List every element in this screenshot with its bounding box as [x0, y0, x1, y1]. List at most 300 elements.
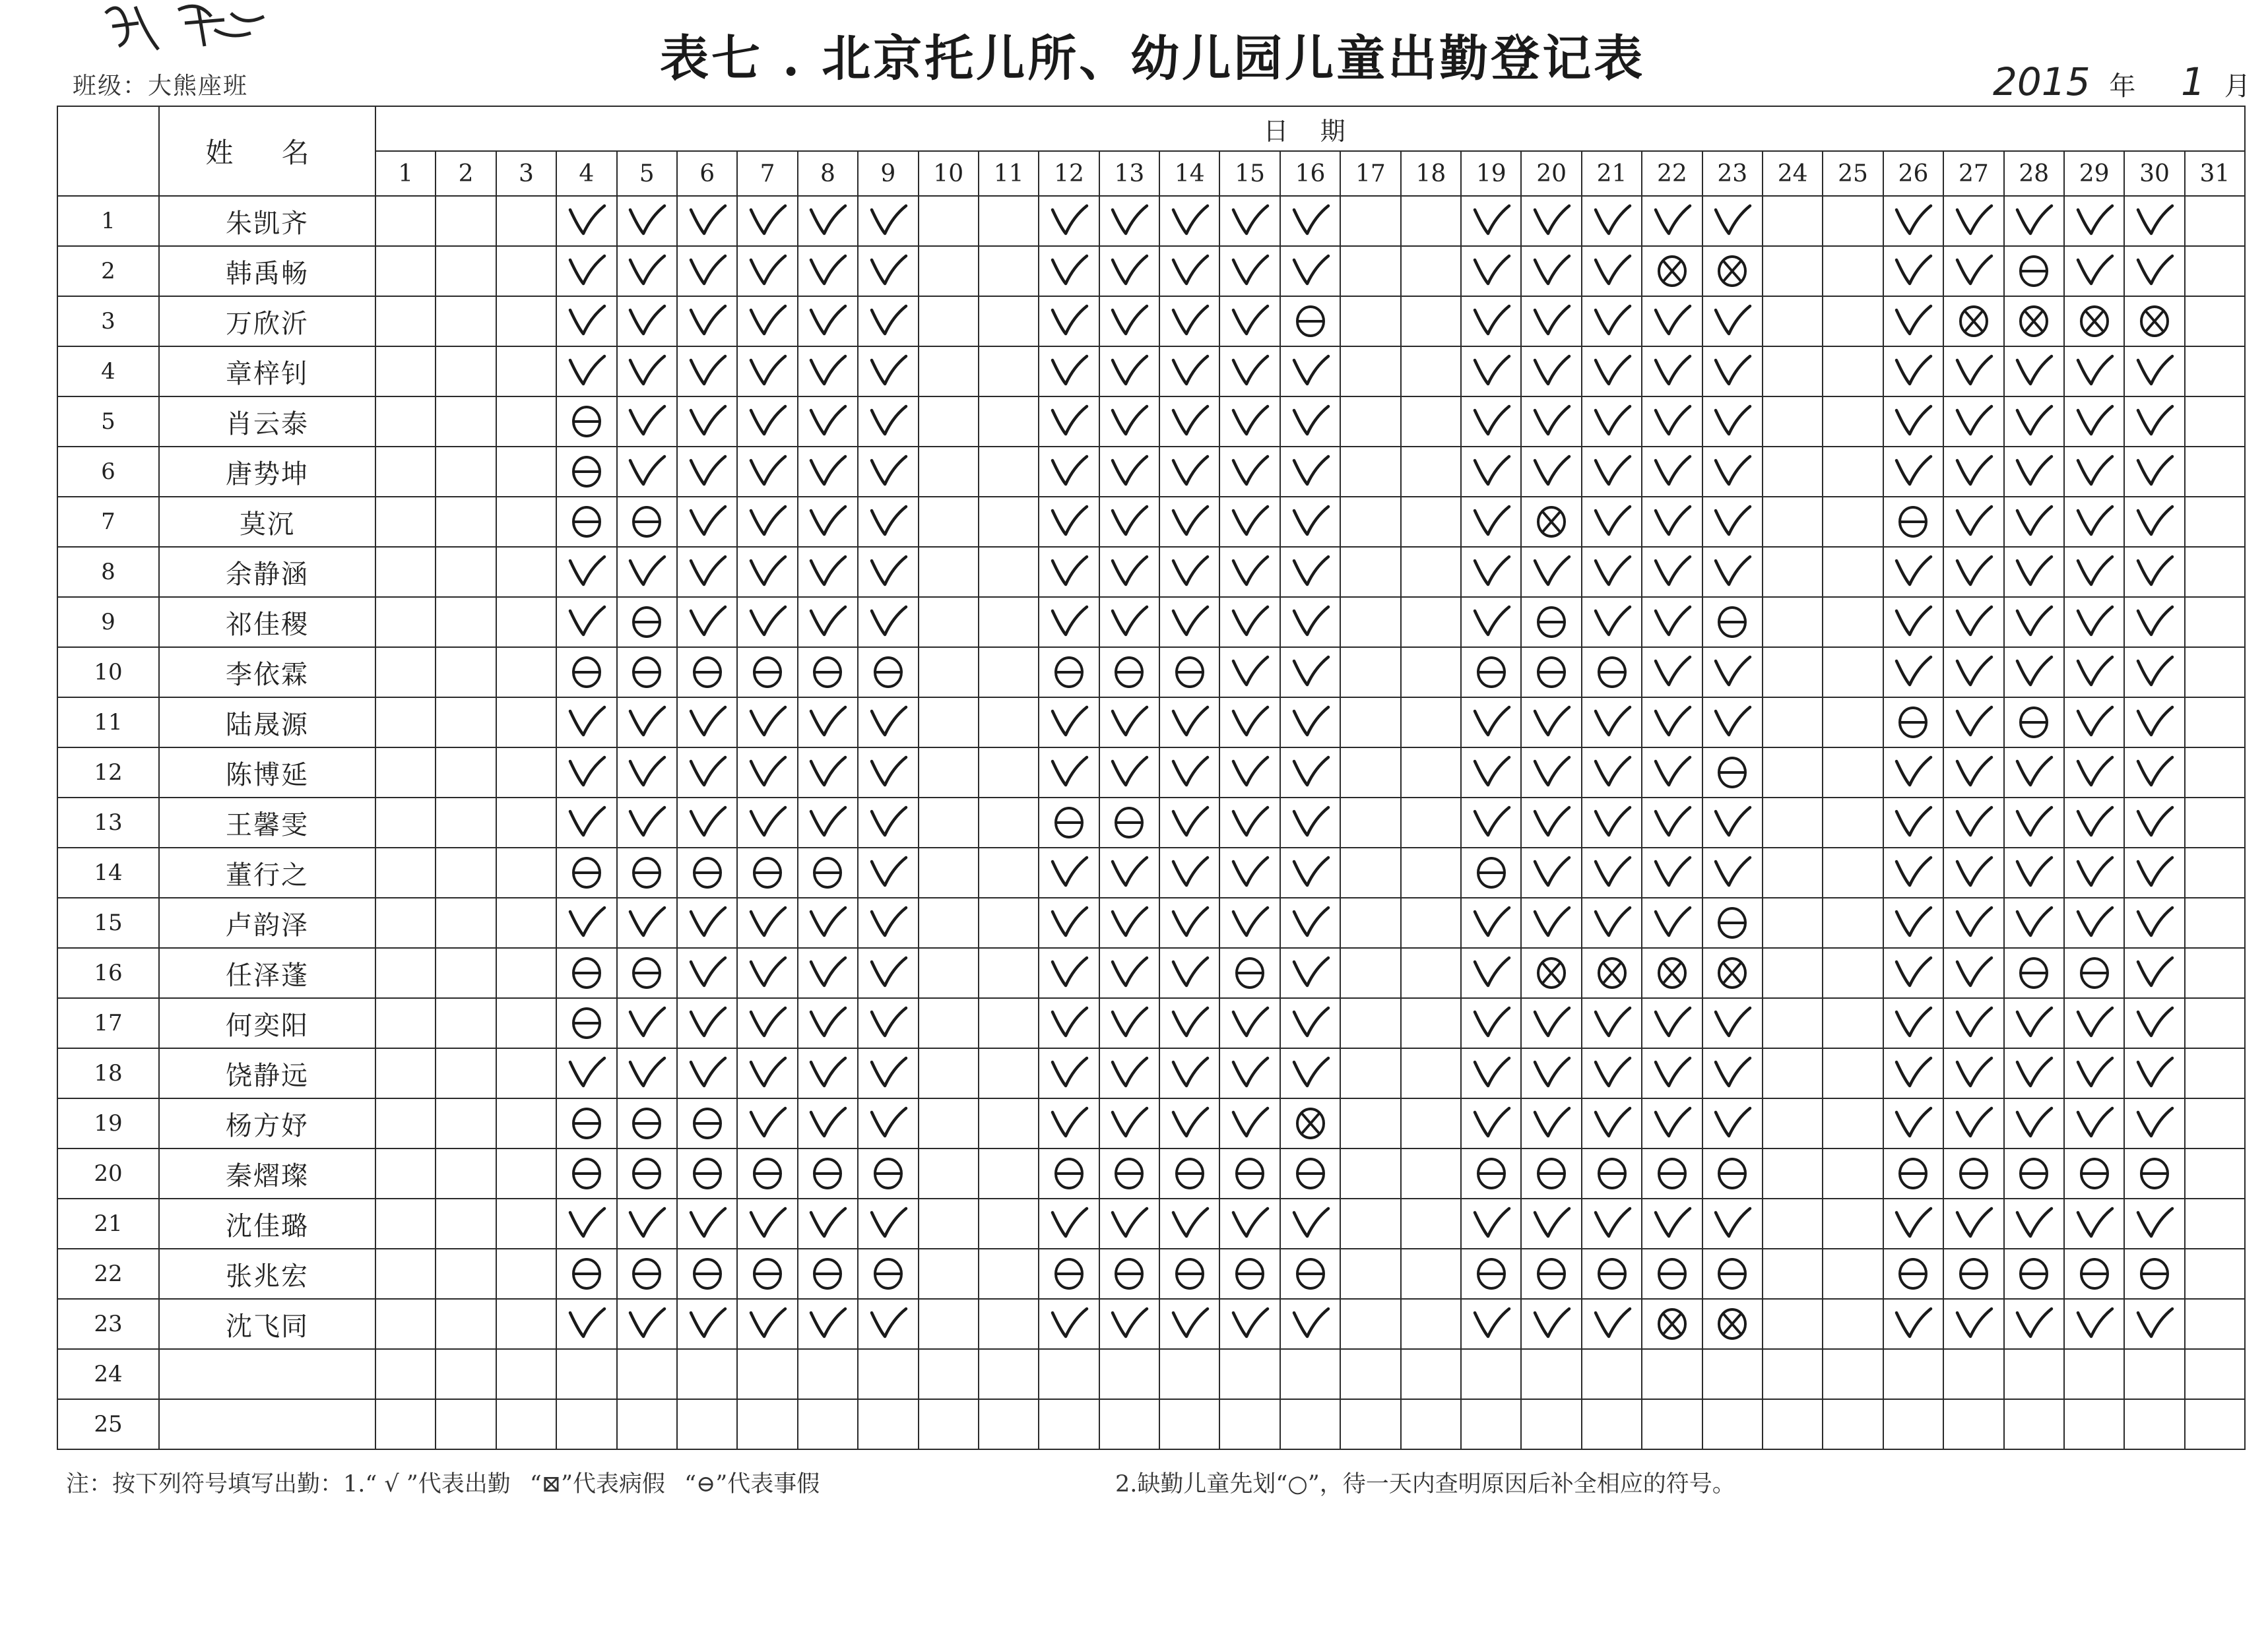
check-mark-icon [2073, 1203, 2116, 1244]
check-mark-icon [2073, 652, 2116, 693]
check-mark-icon [1952, 251, 1995, 292]
check-mark-icon [1952, 1203, 1995, 1244]
check-mark-icon [1107, 1103, 1151, 1144]
attendance-cell [1219, 798, 1280, 848]
check-mark-icon [1228, 501, 1272, 542]
personal-leave-icon [565, 652, 608, 693]
day-header: 25 [1823, 151, 1883, 196]
check-mark-icon [565, 251, 608, 292]
check-mark-icon [1470, 1053, 1513, 1094]
attendance-cell [2004, 647, 2064, 697]
attendance-cell [1642, 547, 1702, 597]
check-mark-icon [1952, 1304, 1995, 1344]
attendance-cell [2064, 246, 2124, 296]
attendance-cell [556, 798, 616, 848]
attendance-cell [979, 396, 1039, 447]
attendance-cell [1039, 1148, 1099, 1199]
row-number: 10 [57, 647, 159, 697]
attendance-cell [1521, 497, 1581, 547]
attendance-cell [2185, 747, 2245, 798]
attendance-cell [1099, 497, 1159, 547]
attendance-cell [1280, 246, 1340, 296]
attendance-cell [1219, 848, 1280, 898]
attendance-cell [1340, 547, 1400, 597]
attendance-cell [1642, 497, 1702, 547]
attendance-cell [436, 346, 496, 396]
personal-leave-icon [1470, 1253, 1513, 1294]
check-mark-icon [1650, 1053, 1694, 1094]
attendance-cell [1039, 848, 1099, 898]
check-mark-icon [746, 1053, 789, 1094]
check-mark-icon [1047, 1304, 1091, 1344]
check-mark-icon [625, 201, 668, 241]
check-mark-icon [686, 752, 729, 793]
attendance-cell [1401, 1249, 1461, 1299]
check-mark-icon [1590, 201, 1634, 241]
day-header: 3 [496, 151, 556, 196]
check-mark-icon [1047, 201, 1091, 241]
attendance-cell [979, 948, 1039, 998]
attendance-cell [1159, 1299, 1219, 1349]
table-row [57, 1249, 2245, 1299]
check-mark-icon [1168, 451, 1212, 492]
attendance-cell [798, 948, 858, 998]
attendance-cell [858, 396, 918, 447]
sick-leave-icon [1710, 953, 1754, 993]
attendance-cell [1039, 196, 1099, 246]
month-label: 月 [2224, 71, 2251, 102]
sick-leave-icon [1952, 301, 1995, 342]
attendance-cell [436, 1199, 496, 1249]
attendance-cell [496, 697, 556, 747]
attendance-cell [2124, 1148, 2184, 1199]
number-header [57, 106, 159, 196]
child-name: 沈飞同 [159, 1299, 375, 1349]
attendance-cell [1280, 1199, 1340, 1249]
check-mark-icon [1470, 501, 1513, 542]
attendance-cell [375, 497, 436, 547]
attendance-cell [1340, 447, 1400, 497]
check-mark-icon [1470, 602, 1513, 643]
attendance-cell [737, 1399, 797, 1449]
check-mark-icon [2012, 602, 2056, 643]
check-mark-icon [1891, 451, 1935, 492]
attendance-cell [737, 396, 797, 447]
check-mark-icon [1952, 752, 1995, 793]
check-mark-icon [625, 351, 668, 392]
check-mark-icon [1952, 351, 1995, 392]
attendance-cell [496, 1048, 556, 1098]
child-name: 张兆宏 [159, 1249, 375, 1299]
check-mark-icon [1047, 351, 1091, 392]
check-mark-icon [2012, 802, 2056, 843]
personal-leave-icon [1710, 1153, 1754, 1194]
attendance-cell [1521, 1399, 1581, 1449]
attendance-cell [1401, 196, 1461, 246]
attendance-cell [1280, 296, 1340, 346]
attendance-cell [436, 1249, 496, 1299]
attendance-cell [1763, 1148, 1823, 1199]
attendance-cell [1823, 798, 1883, 848]
attendance-cell [556, 1048, 616, 1098]
check-mark-icon [746, 1304, 789, 1344]
check-mark-icon [1289, 1203, 1332, 1244]
check-mark-icon [1107, 602, 1151, 643]
check-mark-icon [806, 301, 849, 342]
attendance-cell [1401, 1148, 1461, 1199]
attendance-cell [496, 798, 556, 848]
check-mark-icon [1650, 1203, 1694, 1244]
attendance-cell [1702, 898, 1763, 948]
check-mark-icon [625, 902, 668, 943]
attendance-cell [979, 597, 1039, 647]
attendance-cell [617, 447, 677, 497]
check-mark-icon [1228, 752, 1272, 793]
personal-leave-icon [1047, 1253, 1091, 1294]
sick-leave-icon [2073, 301, 2116, 342]
check-mark-icon [866, 501, 910, 542]
attendance-cell [2124, 747, 2184, 798]
attendance-cell [1159, 1048, 1219, 1098]
attendance-cell [2064, 346, 2124, 396]
attendance-cell [1461, 246, 1521, 296]
attendance-cell [617, 848, 677, 898]
attendance-cell [1039, 346, 1099, 396]
attendance-cell [798, 547, 858, 597]
check-mark-icon [746, 702, 789, 743]
attendance-cell [1521, 747, 1581, 798]
attendance-cell [798, 697, 858, 747]
attendance-cell [556, 547, 616, 597]
personal-leave-icon [625, 1253, 668, 1294]
attendance-cell [798, 998, 858, 1048]
check-mark-icon [866, 351, 910, 392]
attendance-cell [1461, 296, 1521, 346]
attendance-cell [617, 396, 677, 447]
check-mark-icon [746, 1103, 789, 1144]
attendance-cell [798, 848, 858, 898]
personal-leave-icon [1650, 1253, 1694, 1294]
attendance-cell [677, 196, 737, 246]
check-mark-icon [746, 201, 789, 241]
attendance-cell [2124, 1098, 2184, 1148]
attendance-cell [1943, 296, 2003, 346]
check-mark-icon [1047, 752, 1091, 793]
check-mark-icon [1710, 1103, 1754, 1144]
check-mark-icon [686, 351, 729, 392]
check-mark-icon [686, 1203, 729, 1244]
table-row [57, 296, 2245, 346]
attendance-cell [2185, 1048, 2245, 1098]
check-mark-icon [1952, 1053, 1995, 1094]
attendance-cell [617, 798, 677, 848]
attendance-cell [556, 1399, 616, 1449]
personal-leave-icon [565, 1253, 608, 1294]
attendance-cell [1280, 697, 1340, 747]
check-mark-icon [1590, 702, 1634, 743]
attendance-cell [556, 848, 616, 898]
attendance-cell [617, 1199, 677, 1249]
check-mark-icon [2133, 551, 2176, 592]
attendance-cell [1461, 1399, 1521, 1449]
check-mark-icon [1891, 1003, 1935, 1044]
attendance-cell [1763, 747, 1823, 798]
check-mark-icon [1228, 551, 1272, 592]
attendance-cell [1883, 798, 1943, 848]
attendance-cell [2004, 246, 2064, 296]
personal-leave-icon [1710, 1253, 1754, 1294]
attendance-cell [1823, 1148, 1883, 1199]
check-mark-icon [1107, 752, 1151, 793]
sick-leave-icon [1710, 1304, 1754, 1344]
attendance-cell [1280, 1249, 1340, 1299]
check-mark-icon [1530, 201, 1573, 241]
check-mark-icon [1650, 652, 1694, 693]
attendance-cell [1461, 747, 1521, 798]
attendance-cell [677, 747, 737, 798]
check-mark-icon [746, 752, 789, 793]
attendance-cell [1702, 296, 1763, 346]
attendance-cell [1280, 998, 1340, 1048]
check-mark-icon [746, 401, 789, 442]
attendance-cell [1702, 597, 1763, 647]
check-mark-icon [1228, 401, 1272, 442]
attendance-cell [1099, 1199, 1159, 1249]
check-mark-icon [1047, 451, 1091, 492]
check-mark-icon [1530, 1053, 1573, 1094]
check-mark-icon [1650, 451, 1694, 492]
personal-leave-icon [625, 652, 668, 693]
attendance-cell [1099, 1098, 1159, 1148]
check-mark-icon [1952, 501, 1995, 542]
attendance-cell [556, 747, 616, 798]
attendance-cell [1401, 1399, 1461, 1449]
personal-leave-icon [1107, 802, 1151, 843]
day-header: 7 [737, 151, 797, 196]
attendance-cell [1702, 196, 1763, 246]
attendance-cell [1039, 898, 1099, 948]
check-mark-icon [1710, 401, 1754, 442]
check-mark-icon [625, 551, 668, 592]
check-mark-icon [1470, 1003, 1513, 1044]
attendance-cell [1340, 1048, 1400, 1098]
row-number: 11 [57, 697, 159, 747]
attendance-cell [1280, 346, 1340, 396]
attendance-cell [1159, 898, 1219, 948]
attendance-cell [375, 647, 436, 697]
personal-leave-icon [1530, 1153, 1573, 1194]
check-mark-icon [746, 1203, 789, 1244]
attendance-cell [1943, 798, 2003, 848]
attendance-cell [2124, 1249, 2184, 1299]
check-mark-icon [1228, 1103, 1272, 1144]
attendance-cell [737, 848, 797, 898]
attendance-cell [1763, 1349, 1823, 1399]
check-mark-icon [746, 1003, 789, 1044]
check-mark-icon [1650, 401, 1694, 442]
check-mark-icon [1891, 802, 1935, 843]
attendance-cell [858, 246, 918, 296]
check-mark-icon [625, 702, 668, 743]
attendance-cell [1461, 447, 1521, 497]
check-mark-icon [2073, 1304, 2116, 1344]
attendance-cell [1099, 1349, 1159, 1399]
attendance-cell [2064, 296, 2124, 346]
attendance-cell [617, 547, 677, 597]
table-row [57, 497, 2245, 547]
sick-leave-icon [1289, 1103, 1332, 1144]
check-mark-icon [1289, 652, 1332, 693]
attendance-cell [1763, 447, 1823, 497]
footnote-part4: 2.缺勤儿童先划“○”，待一天内查明原因后补全相应的符号。 [1115, 1471, 1735, 1497]
class-label: 班级：大熊座班 [73, 73, 249, 100]
check-mark-icon [1590, 251, 1634, 292]
attendance-cell [1702, 998, 1763, 1048]
attendance-cell [737, 798, 797, 848]
attendance-cell [1159, 798, 1219, 848]
table-row [57, 196, 2245, 246]
check-mark-icon [2073, 451, 2116, 492]
check-mark-icon [1710, 702, 1754, 743]
attendance-cell [1461, 1048, 1521, 1098]
attendance-cell [1943, 547, 2003, 597]
attendance-cell [1883, 547, 1943, 597]
check-mark-icon [2073, 201, 2116, 241]
personal-leave-icon [1590, 1253, 1634, 1294]
attendance-cell [2124, 547, 2184, 597]
attendance-cell [436, 597, 496, 647]
check-mark-icon [1470, 702, 1513, 743]
child-name: 陆晟源 [159, 697, 375, 747]
attendance-cell [1280, 647, 1340, 697]
attendance-cell [1340, 1098, 1400, 1148]
child-name: 王馨雯 [159, 798, 375, 848]
check-mark-icon [1168, 1053, 1212, 1094]
attendance-cell [1582, 346, 1642, 396]
check-mark-icon [1168, 501, 1212, 542]
attendance-cell [1219, 1349, 1280, 1399]
table-row [57, 1399, 2245, 1449]
attendance-cell [1219, 1399, 1280, 1449]
check-mark-icon [1590, 1304, 1634, 1344]
check-mark-icon [1168, 401, 1212, 442]
attendance-cell [2124, 948, 2184, 998]
attendance-cell [375, 196, 436, 246]
check-mark-icon [565, 301, 608, 342]
child-name [159, 1399, 375, 1449]
attendance-cell [1582, 1148, 1642, 1199]
attendance-cell [1943, 346, 2003, 396]
personal-leave-icon [1107, 652, 1151, 693]
attendance-cell [1702, 346, 1763, 396]
check-mark-icon [1530, 551, 1573, 592]
personal-leave-icon [1590, 652, 1634, 693]
attendance-cell [1702, 798, 1763, 848]
personal-leave-icon [625, 1153, 668, 1194]
attendance-cell [556, 296, 616, 346]
attendance-cell [496, 346, 556, 396]
check-mark-icon [1289, 351, 1332, 392]
check-mark-icon [806, 953, 849, 993]
table-row [57, 948, 2245, 998]
check-mark-icon [1289, 802, 1332, 843]
attendance-cell [1401, 1349, 1461, 1399]
check-mark-icon [1047, 1053, 1091, 1094]
check-mark-icon [866, 1053, 910, 1094]
attendance-cell [858, 1299, 918, 1349]
attendance-cell [1340, 1399, 1400, 1449]
attendance-cell [556, 346, 616, 396]
personal-leave-icon [1107, 1153, 1151, 1194]
attendance-cell [375, 396, 436, 447]
attendance-cell [858, 597, 918, 647]
attendance-cell [1582, 798, 1642, 848]
attendance-cell [1582, 898, 1642, 948]
attendance-cell [798, 246, 858, 296]
check-mark-icon [1891, 602, 1935, 643]
attendance-cell [858, 948, 918, 998]
attendance-cell [556, 1249, 616, 1299]
attendance-cell [1461, 998, 1521, 1048]
attendance-cell [1099, 697, 1159, 747]
check-mark-icon [1952, 1103, 1995, 1144]
check-mark-icon [1228, 602, 1272, 643]
attendance-cell [556, 1199, 616, 1249]
attendance-cell [2124, 848, 2184, 898]
check-mark-icon [1530, 702, 1573, 743]
table-row [57, 848, 2245, 898]
day-header: 5 [617, 151, 677, 196]
attendance-cell [979, 1048, 1039, 1098]
attendance-cell [1823, 246, 1883, 296]
attendance-cell [2064, 998, 2124, 1048]
attendance-cell [1219, 1199, 1280, 1249]
attendance-cell [919, 1148, 979, 1199]
attendance-cell [496, 848, 556, 898]
check-mark-icon [1107, 1003, 1151, 1044]
check-mark-icon [1590, 752, 1634, 793]
check-mark-icon [686, 201, 729, 241]
attendance-cell [798, 296, 858, 346]
attendance-cell [375, 1349, 436, 1399]
check-mark-icon [1047, 501, 1091, 542]
check-mark-icon [1952, 401, 1995, 442]
check-mark-icon [686, 602, 729, 643]
sick-leave-icon [1530, 953, 1573, 993]
check-mark-icon [1107, 1203, 1151, 1244]
attendance-cell [2004, 1299, 2064, 1349]
personal-leave-icon [686, 652, 729, 693]
attendance-cell [1280, 547, 1340, 597]
child-name: 韩禹畅 [159, 246, 375, 296]
attendance-cell [2004, 1349, 2064, 1399]
attendance-cell [1039, 747, 1099, 798]
child-name: 祁佳稷 [159, 597, 375, 647]
attendance-cell [919, 1299, 979, 1349]
check-mark-icon [1710, 301, 1754, 342]
check-mark-icon [565, 1053, 608, 1094]
check-mark-icon [1107, 301, 1151, 342]
attendance-cell [2004, 1249, 2064, 1299]
attendance-cell [1642, 1199, 1702, 1249]
check-mark-icon [1168, 752, 1212, 793]
attendance-cell [1039, 647, 1099, 697]
attendance-cell [1099, 346, 1159, 396]
day-header: 23 [1702, 151, 1763, 196]
check-mark-icon [686, 802, 729, 843]
attendance-cell [1280, 848, 1340, 898]
attendance-cell [1159, 246, 1219, 296]
